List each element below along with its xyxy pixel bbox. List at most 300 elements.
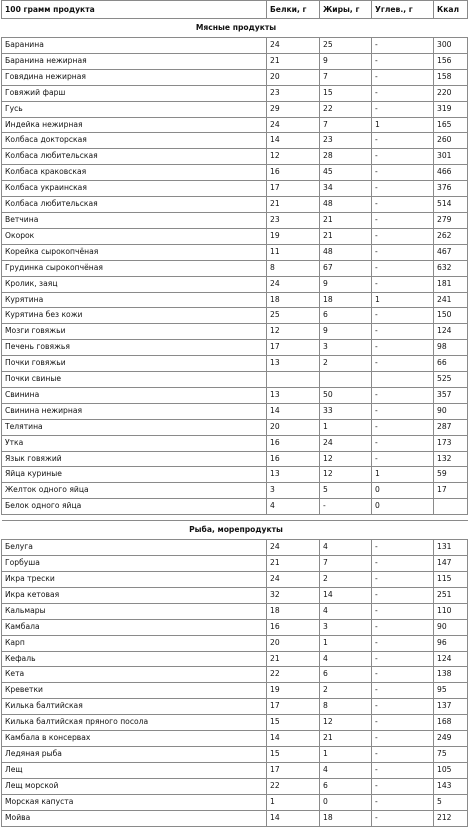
cell-carbs: - [372, 651, 434, 667]
cell-protein: 22 [267, 778, 320, 794]
cell-protein: 11 [267, 244, 320, 260]
table-row [2, 540, 468, 556]
cell-fat [320, 372, 372, 388]
cell-kcal: 105 [434, 762, 468, 778]
section-header-row [2, 19, 468, 38]
cell-protein: 21 [267, 197, 320, 213]
cell-carbs: - [372, 794, 434, 810]
cell-product: Баранина [2, 38, 267, 54]
cell-protein: 24 [267, 540, 320, 556]
cell-protein: 12 [267, 149, 320, 165]
table-row [2, 356, 468, 372]
cell-kcal: 90 [434, 403, 468, 419]
cell-carbs: - [372, 619, 434, 635]
cell-carbs: - [372, 101, 434, 117]
cell-kcal: 279 [434, 212, 468, 228]
cell-carbs: - [372, 635, 434, 651]
cell-fat: 3 [320, 619, 372, 635]
table-row [2, 810, 468, 826]
cell-fat: 23 [320, 133, 372, 149]
cell-fat: 18 [320, 292, 372, 308]
cell-kcal: 251 [434, 587, 468, 603]
cell-fat: 25 [320, 38, 372, 54]
cell-carbs: - [372, 587, 434, 603]
cell-kcal: 131 [434, 540, 468, 556]
cell-kcal: 75 [434, 746, 468, 762]
table-row [2, 667, 468, 683]
cell-kcal: 514 [434, 197, 468, 213]
cell-protein: 20 [267, 419, 320, 435]
table-row [2, 794, 468, 810]
table-row [2, 683, 468, 699]
cell-fat: 6 [320, 667, 372, 683]
table-row [2, 212, 468, 228]
cell-carbs: 1 [372, 292, 434, 308]
cell-kcal: 357 [434, 387, 468, 403]
cell-product: Кальмары [2, 603, 267, 619]
cell-kcal: 115 [434, 572, 468, 588]
cell-kcal: 212 [434, 810, 468, 826]
cell-protein: 17 [267, 181, 320, 197]
table-row [2, 467, 468, 483]
cell-product: Креветки [2, 683, 267, 699]
cell-product: Баранина нежирная [2, 53, 267, 69]
cell-carbs: - [372, 387, 434, 403]
cell-protein: 17 [267, 699, 320, 715]
cell-product: Кролик, заяц [2, 276, 267, 292]
cell-carbs: - [372, 308, 434, 324]
cell-protein: 29 [267, 101, 320, 117]
cell-protein: 17 [267, 340, 320, 356]
cell-fat: 33 [320, 403, 372, 419]
cell-kcal: 156 [434, 53, 468, 69]
cell-protein: 8 [267, 260, 320, 276]
cell-fat: 4 [320, 540, 372, 556]
cell-carbs: - [372, 85, 434, 101]
cell-fat: - [320, 499, 372, 515]
section-header-row [2, 521, 468, 540]
cell-product: Колбаса любительская [2, 197, 267, 213]
cell-protein: 22 [267, 667, 320, 683]
cell-product: Икра трески [2, 572, 267, 588]
cell-product: Лещ морской [2, 778, 267, 794]
table-row [2, 181, 468, 197]
section-title: Мясные продукты [2, 19, 468, 38]
cell-fat: 7 [320, 117, 372, 133]
header-protein: Белки, г [267, 1, 320, 19]
cell-fat: 48 [320, 244, 372, 260]
table-row [2, 372, 468, 388]
cell-carbs: - [372, 340, 434, 356]
cell-carbs: - [372, 778, 434, 794]
cell-product: Камбала [2, 619, 267, 635]
cell-protein: 14 [267, 731, 320, 747]
cell-carbs: - [372, 165, 434, 181]
cell-fat: 24 [320, 435, 372, 451]
cell-product: Почки свиные [2, 372, 267, 388]
cell-product: Яйца куриные [2, 467, 267, 483]
cell-fat: 22 [320, 101, 372, 117]
table-row [2, 499, 468, 515]
cell-carbs: - [372, 69, 434, 85]
cell-fat: 1 [320, 419, 372, 435]
cell-kcal: 90 [434, 619, 468, 635]
cell-protein: 24 [267, 276, 320, 292]
table-row [2, 149, 468, 165]
cell-kcal: 220 [434, 85, 468, 101]
cell-kcal: 124 [434, 651, 468, 667]
cell-product: Курятина [2, 292, 267, 308]
cell-fat: 14 [320, 587, 372, 603]
cell-carbs: - [372, 260, 434, 276]
cell-fat: 45 [320, 165, 372, 181]
cell-protein: 16 [267, 619, 320, 635]
cell-kcal: 249 [434, 731, 468, 747]
cell-kcal: 132 [434, 451, 468, 467]
cell-product: Мозги говяжьи [2, 324, 267, 340]
cell-kcal: 301 [434, 149, 468, 165]
cell-protein: 14 [267, 810, 320, 826]
cell-product: Килька балтийская пряного посола [2, 715, 267, 731]
cell-protein: 14 [267, 403, 320, 419]
cell-kcal: 5 [434, 794, 468, 810]
cell-kcal: 165 [434, 117, 468, 133]
cell-carbs: - [372, 212, 434, 228]
cell-product: Колбаса украинская [2, 181, 267, 197]
cell-kcal: 137 [434, 699, 468, 715]
cell-protein: 15 [267, 715, 320, 731]
cell-fat: 48 [320, 197, 372, 213]
cell-product: Белуга [2, 540, 267, 556]
cell-product: Язык говяжий [2, 451, 267, 467]
table-row [2, 260, 468, 276]
cell-kcal: 241 [434, 292, 468, 308]
cell-product: Почки говяжьи [2, 356, 267, 372]
table-row [2, 228, 468, 244]
cell-kcal: 158 [434, 69, 468, 85]
cell-protein: 20 [267, 635, 320, 651]
table-row [2, 731, 468, 747]
cell-carbs: 1 [372, 117, 434, 133]
cell-fat: 18 [320, 810, 372, 826]
table-row [2, 117, 468, 133]
cell-product: Белок одного яйца [2, 499, 267, 515]
cell-kcal: 59 [434, 467, 468, 483]
cell-kcal: 632 [434, 260, 468, 276]
cell-fat: 12 [320, 467, 372, 483]
cell-product: Грудинка сырокопчёная [2, 260, 267, 276]
cell-fat: 12 [320, 715, 372, 731]
cell-protein: 13 [267, 387, 320, 403]
cell-protein: 23 [267, 212, 320, 228]
cell-fat: 67 [320, 260, 372, 276]
cell-carbs: - [372, 38, 434, 54]
cell-fat: 21 [320, 228, 372, 244]
cell-protein: 3 [267, 483, 320, 499]
cell-protein: 15 [267, 746, 320, 762]
cell-kcal: 467 [434, 244, 468, 260]
cell-protein: 12 [267, 324, 320, 340]
cell-carbs: - [372, 228, 434, 244]
cell-product: Горбуша [2, 556, 267, 572]
cell-kcal [434, 499, 468, 515]
cell-product: Колбаса любительская [2, 149, 267, 165]
cell-kcal: 173 [434, 435, 468, 451]
cell-protein: 19 [267, 683, 320, 699]
table-row [2, 451, 468, 467]
cell-protein: 21 [267, 651, 320, 667]
header-fat: Жиры, г [320, 1, 372, 19]
table-row [2, 603, 468, 619]
cell-kcal: 95 [434, 683, 468, 699]
cell-fat: 8 [320, 699, 372, 715]
cell-carbs: - [372, 762, 434, 778]
table-row [2, 165, 468, 181]
header-product: 100 грамм продукта [2, 1, 267, 19]
cell-carbs: 0 [372, 499, 434, 515]
cell-fat: 7 [320, 69, 372, 85]
cell-fat: 0 [320, 794, 372, 810]
table-row [2, 651, 468, 667]
cell-protein: 17 [267, 762, 320, 778]
cell-protein: 24 [267, 117, 320, 133]
cell-product: Свинина нежирная [2, 403, 267, 419]
section-title: Рыба, морепродукты [2, 521, 468, 540]
cell-product: Карп [2, 635, 267, 651]
table-row [2, 133, 468, 149]
cell-carbs: - [372, 244, 434, 260]
cell-fat: 5 [320, 483, 372, 499]
cell-fat: 9 [320, 53, 372, 69]
cell-protein: 21 [267, 556, 320, 572]
cell-protein [267, 372, 320, 388]
cell-carbs: - [372, 556, 434, 572]
cell-product: Лещ [2, 762, 267, 778]
cell-fat: 21 [320, 212, 372, 228]
cell-carbs: - [372, 572, 434, 588]
cell-product: Гусь [2, 101, 267, 117]
cell-protein: 25 [267, 308, 320, 324]
cell-product: Печень говяжья [2, 340, 267, 356]
cell-product: Телятина [2, 419, 267, 435]
cell-carbs: - [372, 683, 434, 699]
cell-kcal: 319 [434, 101, 468, 117]
cell-product: Индейка нежирная [2, 117, 267, 133]
cell-kcal: 110 [434, 603, 468, 619]
cell-carbs: - [372, 451, 434, 467]
cell-carbs: - [372, 149, 434, 165]
cell-carbs: - [372, 435, 434, 451]
table-row [2, 292, 468, 308]
cell-product: Кефаль [2, 651, 267, 667]
table-header-row [2, 1, 468, 19]
table-row [2, 715, 468, 731]
cell-carbs: 0 [372, 483, 434, 499]
table-row [2, 762, 468, 778]
table-row [2, 778, 468, 794]
cell-fat: 3 [320, 340, 372, 356]
cell-product: Кета [2, 667, 267, 683]
cell-fat: 2 [320, 683, 372, 699]
cell-kcal: 138 [434, 667, 468, 683]
cell-carbs: - [372, 746, 434, 762]
table-row [2, 572, 468, 588]
cell-kcal: 376 [434, 181, 468, 197]
table-row [2, 435, 468, 451]
cell-product: Желток одного яйца [2, 483, 267, 499]
cell-product: Ветчина [2, 212, 267, 228]
table-row [2, 53, 468, 69]
cell-fat: 4 [320, 651, 372, 667]
cell-protein: 1 [267, 794, 320, 810]
cell-carbs: - [372, 276, 434, 292]
cell-carbs: - [372, 356, 434, 372]
cell-fat: 1 [320, 746, 372, 762]
cell-protein: 16 [267, 435, 320, 451]
cell-fat: 9 [320, 276, 372, 292]
cell-product: Морская капуста [2, 794, 267, 810]
cell-kcal: 124 [434, 324, 468, 340]
table-row [2, 324, 468, 340]
table-row [2, 387, 468, 403]
cell-carbs: - [372, 667, 434, 683]
cell-product: Корейка сырокопчёная [2, 244, 267, 260]
cell-product: Говядина нежирная [2, 69, 267, 85]
cell-carbs: - [372, 133, 434, 149]
cell-carbs: - [372, 540, 434, 556]
cell-carbs: 1 [372, 467, 434, 483]
cell-product: Колбаса докторская [2, 133, 267, 149]
cell-protein: 16 [267, 165, 320, 181]
table-row [2, 746, 468, 762]
cell-kcal: 143 [434, 778, 468, 794]
cell-product: Камбала в консервах [2, 731, 267, 747]
cell-fat: 6 [320, 308, 372, 324]
cell-protein: 18 [267, 292, 320, 308]
cell-kcal: 147 [434, 556, 468, 572]
cell-product: Килька балтийская [2, 699, 267, 715]
cell-fat: 6 [320, 778, 372, 794]
table-row [2, 340, 468, 356]
table-row [2, 276, 468, 292]
cell-protein: 32 [267, 587, 320, 603]
cell-product: Икра кетовая [2, 587, 267, 603]
cell-kcal: 181 [434, 276, 468, 292]
table-row [2, 619, 468, 635]
cell-kcal: 300 [434, 38, 468, 54]
table-row [2, 556, 468, 572]
cell-carbs: - [372, 181, 434, 197]
cell-protein: 20 [267, 69, 320, 85]
cell-protein: 18 [267, 603, 320, 619]
cell-fat: 21 [320, 731, 372, 747]
cell-kcal: 17 [434, 483, 468, 499]
cell-fat: 9 [320, 324, 372, 340]
cell-carbs [372, 372, 434, 388]
cell-protein: 21 [267, 53, 320, 69]
cell-protein: 13 [267, 467, 320, 483]
nutrition-table [1, 0, 468, 827]
cell-product: Окорок [2, 228, 267, 244]
table-row [2, 699, 468, 715]
cell-kcal: 96 [434, 635, 468, 651]
cell-kcal: 262 [434, 228, 468, 244]
table-row [2, 308, 468, 324]
cell-kcal: 260 [434, 133, 468, 149]
cell-fat: 2 [320, 572, 372, 588]
cell-product: Ледяная рыба [2, 746, 267, 762]
table-row [2, 101, 468, 117]
cell-carbs: - [372, 810, 434, 826]
cell-fat: 12 [320, 451, 372, 467]
cell-protein: 16 [267, 451, 320, 467]
cell-fat: 1 [320, 635, 372, 651]
cell-carbs: - [372, 53, 434, 69]
cell-kcal: 66 [434, 356, 468, 372]
cell-product: Утка [2, 435, 267, 451]
cell-fat: 34 [320, 181, 372, 197]
cell-product: Мойва [2, 810, 267, 826]
cell-carbs: - [372, 731, 434, 747]
cell-fat: 15 [320, 85, 372, 101]
cell-carbs: - [372, 715, 434, 731]
cell-protein: 23 [267, 85, 320, 101]
cell-carbs: - [372, 403, 434, 419]
table-row [2, 635, 468, 651]
cell-kcal: 168 [434, 715, 468, 731]
header-carbs: Углев., г [372, 1, 434, 19]
cell-fat: 50 [320, 387, 372, 403]
table-row [2, 403, 468, 419]
table-row [2, 483, 468, 499]
cell-protein: 13 [267, 356, 320, 372]
cell-carbs: - [372, 699, 434, 715]
cell-protein: 4 [267, 499, 320, 515]
cell-carbs: - [372, 603, 434, 619]
cell-product: Свинина [2, 387, 267, 403]
cell-product: Курятина без кожи [2, 308, 267, 324]
cell-fat: 28 [320, 149, 372, 165]
table-row [2, 244, 468, 260]
cell-kcal: 98 [434, 340, 468, 356]
table-row [2, 85, 468, 101]
cell-protein: 24 [267, 572, 320, 588]
cell-kcal: 525 [434, 372, 468, 388]
cell-protein: 24 [267, 38, 320, 54]
cell-kcal: 466 [434, 165, 468, 181]
cell-product: Говяжий фарш [2, 85, 267, 101]
cell-kcal: 150 [434, 308, 468, 324]
cell-carbs: - [372, 197, 434, 213]
cell-kcal: 287 [434, 419, 468, 435]
cell-carbs: - [372, 419, 434, 435]
cell-carbs: - [372, 324, 434, 340]
cell-product: Колбаса краковская [2, 165, 267, 181]
table-row [2, 38, 468, 54]
cell-fat: 4 [320, 762, 372, 778]
cell-protein: 14 [267, 133, 320, 149]
table-row [2, 69, 468, 85]
table-body [2, 19, 468, 827]
header-kcal: Ккал [434, 1, 468, 19]
table-row [2, 419, 468, 435]
cell-protein: 19 [267, 228, 320, 244]
cell-fat: 7 [320, 556, 372, 572]
cell-fat: 2 [320, 356, 372, 372]
table-row [2, 197, 468, 213]
cell-fat: 4 [320, 603, 372, 619]
table-row [2, 587, 468, 603]
